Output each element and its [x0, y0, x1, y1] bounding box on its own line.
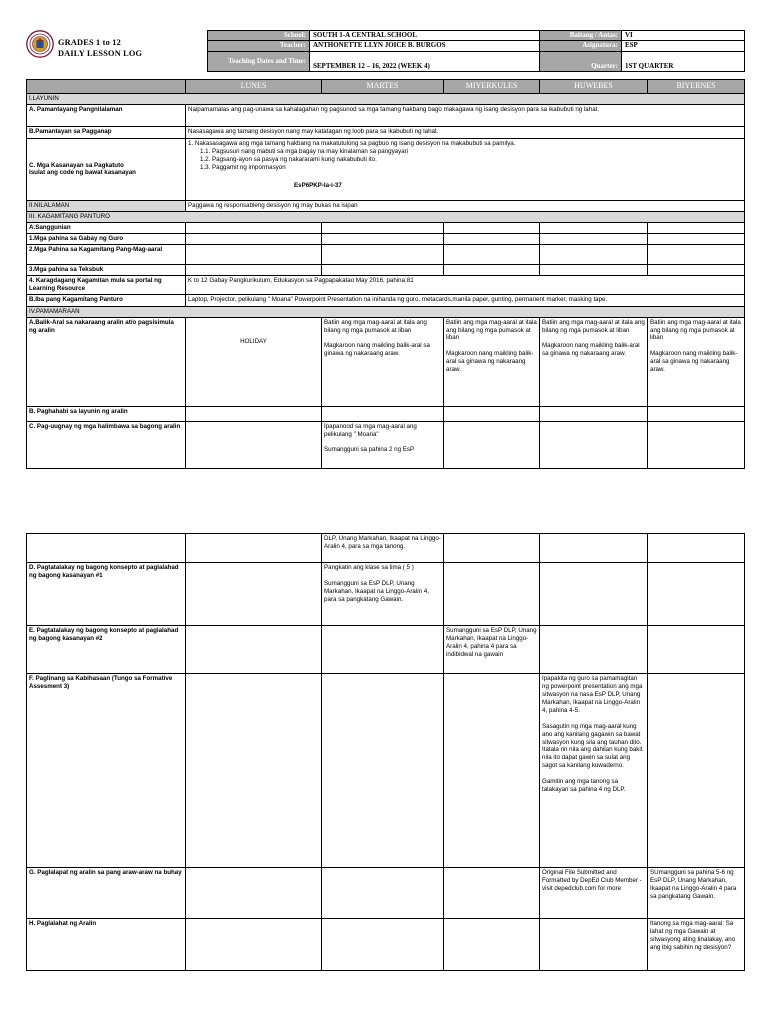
learning-resource-text: K to 12 Gabay Pangkurikulum, Edukasyon sa Pagpapakatao May 2016, pahina 81	[186, 275, 745, 294]
lesson-log-table-page-2	[26, 533, 745, 971]
dates-value: SEPTEMBER 12 – 16, 2022 (WEEK 4)	[310, 52, 540, 72]
cell-empty	[27, 534, 186, 563]
cell-empty	[322, 244, 444, 264]
cell-empty	[322, 233, 444, 244]
row-label-paglalahat: H. Paglalahat ng Aralin	[27, 919, 186, 971]
title-line-2: DAILY LESSON LOG	[58, 48, 143, 58]
cell-empty	[186, 222, 322, 233]
cell-empty	[186, 534, 322, 563]
cell-empty	[648, 233, 745, 244]
pag-uugnay-martes-continued: DLP, Unang Markahan, Ikaapat na Linggo-Aralin 4, para sa mga tanong.	[322, 534, 444, 563]
cell-empty	[648, 626, 745, 674]
cell-empty	[540, 244, 648, 264]
cell-empty	[186, 421, 322, 468]
row-label-learning-resource: 4. Karagdagang Kagamitan mula sa portal ng Learning Resource	[27, 275, 186, 294]
cell-empty	[648, 406, 745, 421]
day-header-martes: MARTES	[322, 80, 444, 94]
row-label-pamantayan-sa-pagganap: B.Pamantayan sa Pagganap	[27, 126, 186, 138]
cell-empty	[186, 674, 322, 868]
day-header-lunes: LUNES	[186, 80, 322, 94]
row-label-sanggunian: A.Sanggunian	[27, 222, 186, 233]
row-label-kagamitang-pang-mag-aaral: 2.Mga Pahina sa Kagamitang Pang-Mag-aaral	[27, 244, 186, 264]
kasanayan-item-1-1: 1.1. Pagsusuri nang mabuti sa mga bagay na may kinalaman sa pangyayari	[200, 147, 409, 155]
cell-empty	[322, 626, 444, 674]
section-nilalaman: II.NILALAMAN	[27, 200, 186, 211]
quarter-value: 1ST QUARTER	[622, 52, 745, 72]
pamantayan-sa-pagganap-text: Nasasagawa ang tamang desisyon nang may katatagan ng loob para sa ikabubuti ng lahat.	[186, 126, 745, 138]
cell-empty	[186, 264, 322, 275]
cell-empty	[186, 626, 322, 674]
section-pamamaraan: IV.PAMAMARAAN	[27, 306, 745, 317]
cell-empty	[648, 674, 745, 868]
deped-seal-logo	[26, 30, 54, 58]
row-label-pag-uugnay: C. Pag-uugnay ng mga halimbawa sa bagong aralin	[27, 421, 186, 468]
section-layunin: I.LAYUNIN	[27, 94, 745, 105]
cell-empty	[444, 244, 540, 264]
cell-empty	[444, 233, 540, 244]
paglalapat-biyernes: SUmangguni sa pahina 5-6 ng EsP DLP, Unang Markahan, Ikaapat na Linggo-Aralin 4 para sa pangkatang Gawain.	[648, 868, 745, 919]
day-header-huwebes: HUWEBES	[540, 80, 648, 94]
pagtatalakay-1-martes: Pangkatin ang klase sa lima ( 5 ) Sumangguni sa EsP DLP, Unang Markahan, Ikaapat na Linggo-Aralin 4, para sa pangkatang Gawain.	[322, 563, 444, 626]
cell-empty	[648, 244, 745, 264]
dates-label: Teaching Dates and Time:	[208, 52, 310, 72]
day-header-miyerkules: MIYERKULES	[444, 80, 540, 94]
title-line-1: GRADES 1 to 12	[58, 38, 121, 47]
cell-empty	[540, 264, 648, 275]
row-label-pagtatalakay-1: D. Pagtatalakay ng bagong konsepto at paglalahad ng bagong kasanayan #1	[27, 563, 186, 626]
document-title	[58, 38, 142, 60]
cell-empty	[444, 674, 540, 868]
quarter-label: Quarter:	[540, 52, 622, 72]
cell-empty	[540, 421, 648, 468]
cell-empty	[322, 406, 444, 421]
teacher-label: Teacher:	[208, 41, 310, 52]
cell-empty	[648, 563, 745, 626]
cell-empty	[444, 264, 540, 275]
cell-empty	[540, 563, 648, 626]
cell-empty	[444, 563, 540, 626]
day-header-biyernes: BIYERNES	[648, 80, 745, 94]
cell-empty	[186, 244, 322, 264]
cell-empty	[540, 233, 648, 244]
cell-empty	[648, 421, 745, 468]
cell-empty	[540, 919, 648, 971]
grade-value: VI	[622, 31, 745, 41]
cell-empty	[322, 674, 444, 868]
kasanayan-code: EsP6PKP-Ia-i-37	[294, 181, 342, 189]
cell-empty	[186, 868, 322, 919]
pag-uugnay-martes: Ipapanood sa mga mag-aaral ang pelikulang " Moana" Sumangguni sa pahina 2 ng EsP	[322, 421, 444, 468]
iba-pang-kagamitan-text: Laptop, Projector, pelikulang " Moana" Powerpoint Presentation na inihanda ng guro, metacards,manila paper, gunting, permanent marker, masking tape.	[186, 294, 745, 306]
balik-aral-huwebes: Batiin ang mga mag-aaral at itala ang bilang ng mga pumasok at liban Magkaroon nang maikling balik-aral sa ginawa ng nakaraang araw.	[540, 317, 648, 406]
balik-aral-martes: Batiin ang mga mag-aaral at itala ang bilang ng mga pumasok at liban Magkaroon nang maikling balik-aral sa ginawa ng nakaraang araw.	[322, 317, 444, 406]
cell-empty	[444, 421, 540, 468]
cell-empty	[444, 868, 540, 919]
kasanayan-item-1-3: 1.3. Paggamit ng impormasyon	[200, 163, 286, 171]
grade-label: Baitang / Antas:	[540, 31, 622, 41]
holiday-cell: HOLIDAY	[186, 317, 322, 406]
row-label-paglalapat: G. Paglalapat ng aralin sa pang araw-araw na buhay	[27, 868, 186, 919]
subject-label: Asignatura:	[540, 41, 622, 52]
cell-empty	[444, 919, 540, 971]
row-label-paglinang: F. Paglinang sa Kabihasaan (Tungo sa Formative Assesment 3)	[27, 674, 186, 868]
cell-empty	[648, 222, 745, 233]
cell-empty	[322, 222, 444, 233]
paglalahat-biyernes: Itanong sa mga mag-aaral: Sa lahat ng mga Gawain at sitwasyong ating tinalakay, ano ang ibig sabihin ng desisyon?	[648, 919, 745, 971]
school-value: SOUTH 1-A CENTRAL SCHOOL	[310, 31, 540, 41]
cell-empty	[186, 919, 322, 971]
cell-empty	[186, 233, 322, 244]
subject-value: ESP	[622, 41, 745, 52]
balik-aral-biyernes: Batiin ang mga mag-aaral at itala ang bilang ng mga pumasok at liban Magkaroon nang maikling balik-aral sa ginawa ng nakaraang araw.	[648, 317, 745, 406]
school-label: School:	[208, 31, 310, 41]
cell-empty	[444, 534, 540, 563]
pagtatalakay-2-miyerkules: Sumangguni sa EsP DLP, Unang Markahan, Ikaapat na Linggo-Aralin 4, pahina 4 para sa indibidwal na gawain	[444, 626, 540, 674]
cell-empty	[186, 563, 322, 626]
paglalapat-huwebes: Original File Submitted and Formatted by DepEd Club Member - visit depedclub.com for more	[540, 868, 648, 919]
cell-empty	[648, 264, 745, 275]
cell-empty	[444, 222, 540, 233]
row-label-balik-aral: A.Balik-Aral sa nakaraang aralin at/o pagsisimula ng aralin	[27, 317, 186, 406]
corner-cell	[27, 80, 186, 94]
row-label-kasanayan: C. Mga Kasanayan sa Pagkatuto Isulat ang code ng bawat kasanayan	[27, 138, 186, 200]
cell-empty	[648, 534, 745, 563]
kasanayan-item-1-2: 1.2. Pagsang-ayon sa pasya ng nakararami kung nakabubuti ito.	[200, 155, 377, 163]
cell-empty	[322, 264, 444, 275]
cell-empty	[540, 222, 648, 233]
kasanayan-item-1: 1. Nakasasagawa ang mga tamang hakbang na makatutulong sa pagbuo ng isang desisyon na makabubuti sa pamilya.	[188, 139, 516, 147]
header-info-table	[207, 30, 745, 72]
cell-empty	[322, 919, 444, 971]
paglinang-huwebes: Ipapakita ng guro sa pamamagitan ng powerpoint presentation ang mga sitwasyon na nasa EsP DLP, Unang Markahan, Ikaapat na Linggo-Aralin 4, pahina 4-5. Sasagutin ng mga mag-aaral kung ano ang kanilang gagawin sa bawat sitwasyon kung sila ang tauhan dito. Itatala rin nila ang dahilan kung bakit nila ito dapat gawin sa sulat ang sagot sa kanilang kuwaderno. Gamitin ang mga tanong sa talakayan sa pahina 4 ng DLP.	[540, 674, 648, 868]
balik-aral-miyerkules: Batiin ang mga mag-aaral at itala ang bilang ng mga pumasok at liban Magkaroon nang maikling balik-aral sa ginawa ng nakaraang araw.	[444, 317, 540, 406]
kasanayan-cell	[186, 138, 745, 200]
row-label-paghahabi: B. Paghahabi sa layunin ng aralin	[27, 406, 186, 421]
cell-empty	[186, 406, 322, 421]
cell-empty	[540, 534, 648, 563]
section-kagamitang-panturo: III. KAGAMITANG PANTURO	[27, 211, 745, 222]
lesson-log-table-page-1	[26, 79, 745, 469]
cell-empty	[444, 406, 540, 421]
cell-empty	[540, 406, 648, 421]
row-label-iba-pang-kagamitan: B.Iba pang Kagamitang Panturo	[27, 294, 186, 306]
cell-empty	[322, 868, 444, 919]
teacher-value: ANTHONETTE LLYN JOICE B. BURGOS	[310, 41, 540, 52]
row-label-gabay-ng-guro: 1.Mga pahina sa Gabay ng Guro	[27, 233, 186, 244]
cell-empty	[540, 626, 648, 674]
row-label-teksbuk: 3.Mga pahina sa Teksbuk	[27, 264, 186, 275]
row-label-pagtatalakay-2: E. Pagtatalakay ng bagong konsepto at paglalahad ng bagong kasanayan #2	[27, 626, 186, 674]
pamantayang-pangnilalaman-text: Naipamamalas ang pag-unawa sa kahalagahan ng pagsunod sa mga tamang hakbang bago makagawa ng isang desisyon para sa ikabubuti ng lahat.	[186, 104, 745, 126]
row-label-pamantayang-pangnilalaman: A. Pamantayang Pangnilalaman	[27, 104, 186, 126]
nilalaman-text: Paggawa ng responsableng desisyon ng may bukas na isipan	[186, 200, 745, 211]
